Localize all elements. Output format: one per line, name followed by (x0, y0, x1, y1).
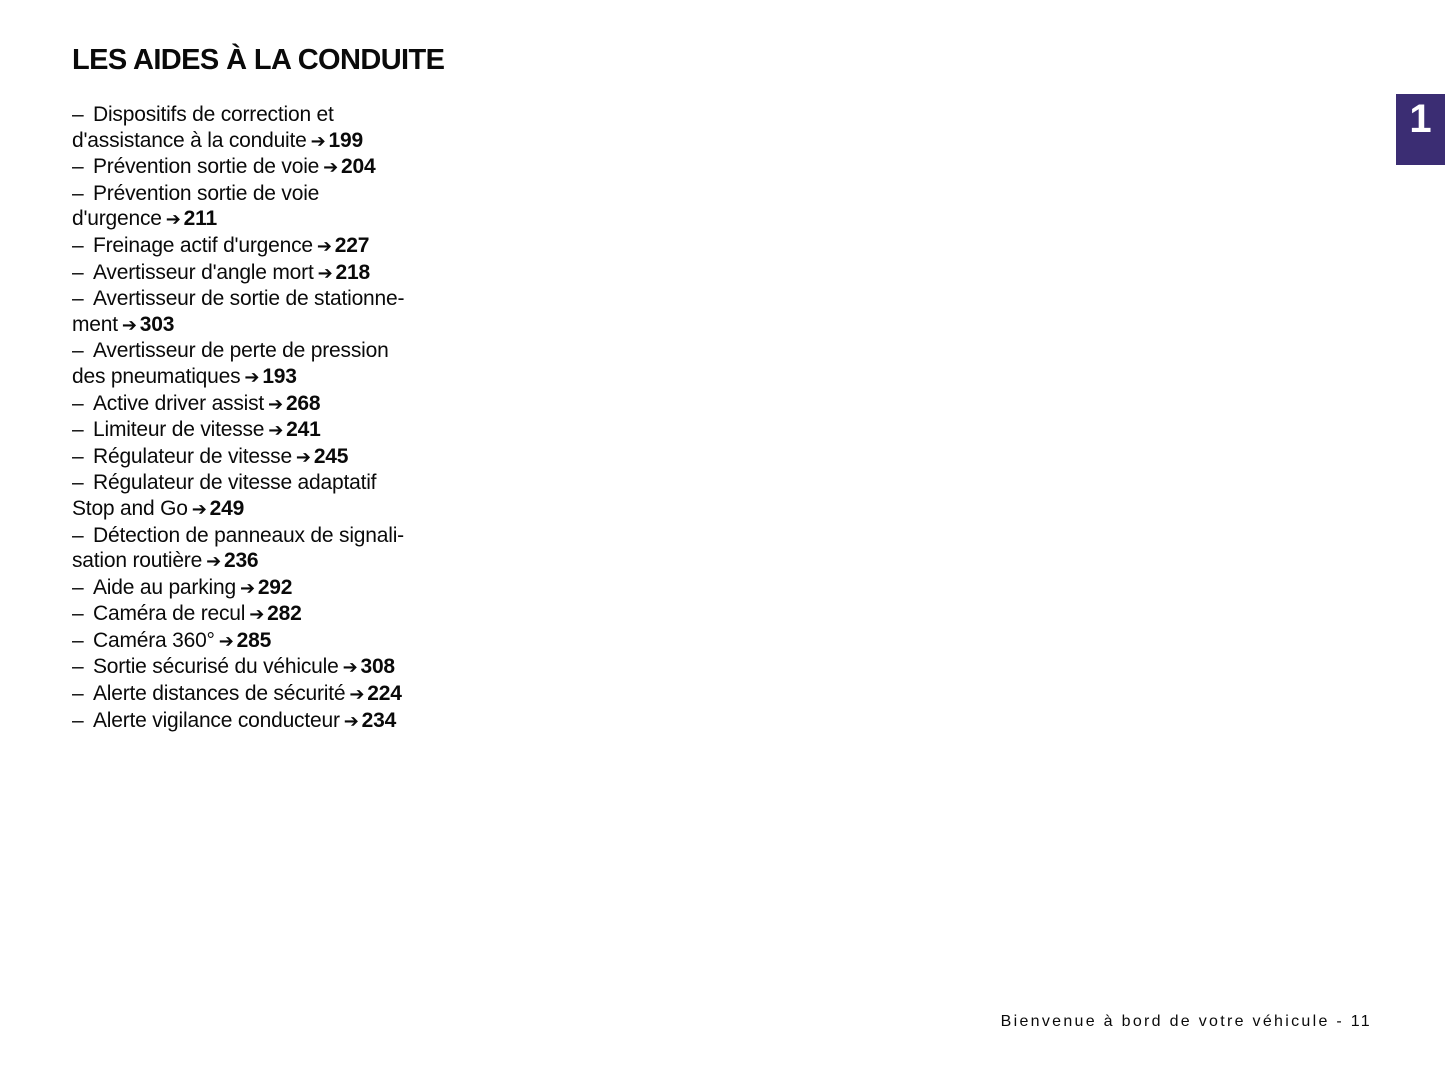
toc-item-label: Régulateur de vitesse (93, 444, 292, 468)
toc-item-label: Dispositifs de correction et d'assistance à la conduite (72, 103, 334, 152)
toc-item-label: Limiteur de vitesse (93, 418, 265, 442)
toc-item-label: Alerte vigilance conducteur (93, 708, 340, 732)
dash-bullet: – (72, 103, 84, 126)
toc-item-aide-parking[interactable] (72, 575, 472, 602)
toc-item-camera-recul[interactable] (72, 601, 472, 628)
toc-page-number[interactable]: 204 (341, 155, 376, 179)
dash-bullet: – (72, 628, 84, 652)
toc-item-freinage-actif[interactable] (72, 233, 472, 260)
dash-bullet: – (72, 418, 84, 442)
arrow-right-icon: ➔ (268, 420, 284, 441)
page-title: LES AIDES À LA CONDUITE (72, 44, 445, 76)
toc-page-number[interactable]: 218 (335, 260, 370, 284)
arrow-right-icon: ➔ (295, 446, 311, 467)
toc-page-number[interactable]: 236 (223, 549, 259, 573)
toc-item-prevention-sortie-voie-urgence[interactable] (72, 181, 472, 233)
page-footer: Bienvenue à bord de votre véhicule - 11 (1000, 1013, 1372, 1030)
toc-item-label: Aide au parking (93, 575, 236, 599)
dash-bullet: – (72, 181, 84, 205)
toc-page-number[interactable]: 193 (262, 364, 297, 388)
toc-page-number[interactable]: 245 (313, 444, 349, 468)
arrow-right-icon: ➔ (191, 498, 207, 519)
dash-bullet: – (72, 523, 84, 547)
dash-bullet: – (72, 682, 84, 706)
toc-item-label: Alerte distances de sécurité (93, 682, 346, 706)
arrow-right-icon: ➔ (323, 157, 339, 178)
toc-page-number[interactable]: 227 (334, 233, 370, 257)
toc-item-sortie-securise[interactable] (72, 654, 472, 681)
arrow-right-icon: ➔ (218, 630, 234, 651)
dash-bullet: – (72, 444, 84, 468)
toc-item-label: Régulateur de vitesse adaptatif Stop and Go (72, 471, 377, 520)
dash-bullet: – (72, 155, 84, 179)
arrow-right-icon: ➔ (165, 209, 181, 230)
toc-list (72, 102, 472, 734)
arrow-right-icon: ➔ (244, 366, 260, 387)
toc-item-alerte-vigilance[interactable] (72, 708, 472, 735)
toc-item-angle-mort[interactable] (72, 260, 472, 287)
chapter-tab[interactable] (1396, 94, 1445, 165)
dash-bullet: – (72, 655, 84, 679)
toc-item-label: Caméra de recul (93, 602, 246, 626)
toc-item-dispositifs-correction[interactable] (72, 102, 472, 154)
toc-page-number[interactable]: 199 (328, 128, 363, 152)
toc-item-label: Sortie sécurisé du véhicule (93, 655, 339, 679)
toc-item-label: Caméra 360° (93, 628, 215, 652)
toc-page-number[interactable]: 285 (236, 628, 272, 652)
toc-item-label: Avertisseur d'angle mort (93, 260, 314, 284)
arrow-right-icon: ➔ (239, 577, 255, 598)
toc-page-number[interactable]: 211 (183, 207, 217, 231)
toc-page-number[interactable]: 308 (360, 655, 395, 679)
dash-bullet: – (72, 391, 84, 415)
dash-bullet: – (72, 260, 84, 284)
dash-bullet: – (72, 233, 84, 257)
toc-item-alerte-distances[interactable] (72, 681, 472, 708)
arrow-right-icon: ➔ (342, 657, 358, 678)
arrow-right-icon: ➔ (268, 393, 283, 414)
toc-item-label: Avertisseur de perte de pression des pneumatiques (72, 339, 389, 388)
toc-item-label: Détection de panneaux de signali- sation routière (72, 523, 404, 573)
toc-item-detection-panneaux[interactable] (72, 523, 472, 575)
arrow-right-icon: ➔ (317, 262, 333, 283)
toc-page-number[interactable]: 282 (267, 602, 302, 626)
arrow-right-icon: ➔ (343, 710, 359, 731)
arrow-right-icon: ➔ (121, 314, 137, 335)
toc-item-label: Prévention sortie de voie d'urgence (72, 181, 320, 231)
toc-item-active-driver-assist[interactable] (72, 391, 472, 418)
toc-item-regulateur-adaptatif[interactable] (72, 470, 472, 522)
toc-item-sortie-stationnement[interactable] (72, 286, 472, 338)
toc-page-number[interactable]: 234 (361, 708, 397, 732)
toc-item-label: Active driver assist (93, 391, 265, 415)
dash-bullet: – (72, 339, 84, 363)
arrow-right-icon: ➔ (310, 130, 326, 151)
toc-page-number[interactable]: 224 (367, 682, 402, 706)
toc-item-label: Prévention sortie de voie (93, 155, 320, 179)
toc-item-label: Avertisseur de sortie de stationne- ment (72, 287, 405, 336)
dash-bullet: – (72, 471, 84, 495)
toc-item-camera-360[interactable] (72, 628, 472, 655)
arrow-right-icon: ➔ (206, 551, 221, 572)
dash-bullet: – (72, 602, 84, 626)
toc-page-number[interactable]: 268 (285, 391, 321, 415)
toc-page-number[interactable]: 241 (286, 418, 321, 442)
toc-item-limiteur-vitesse[interactable] (72, 417, 472, 444)
chapter-number: 1 (1409, 97, 1432, 141)
toc-page-number[interactable]: 249 (209, 496, 245, 520)
arrow-right-icon: ➔ (316, 235, 332, 256)
toc-page-number[interactable]: 303 (139, 312, 175, 336)
arrow-right-icon: ➔ (349, 684, 365, 705)
dash-bullet: – (72, 287, 84, 311)
dash-bullet: – (72, 708, 84, 732)
toc-item-prevention-sortie-voie[interactable] (72, 154, 472, 181)
dash-bullet: – (72, 575, 84, 599)
toc-item-regulateur-vitesse[interactable] (72, 444, 472, 471)
toc-page-number[interactable]: 292 (257, 575, 293, 599)
toc-item-label: Freinage actif d'urgence (93, 233, 313, 257)
arrow-right-icon: ➔ (249, 604, 265, 625)
toc-item-perte-pression[interactable] (72, 338, 472, 390)
